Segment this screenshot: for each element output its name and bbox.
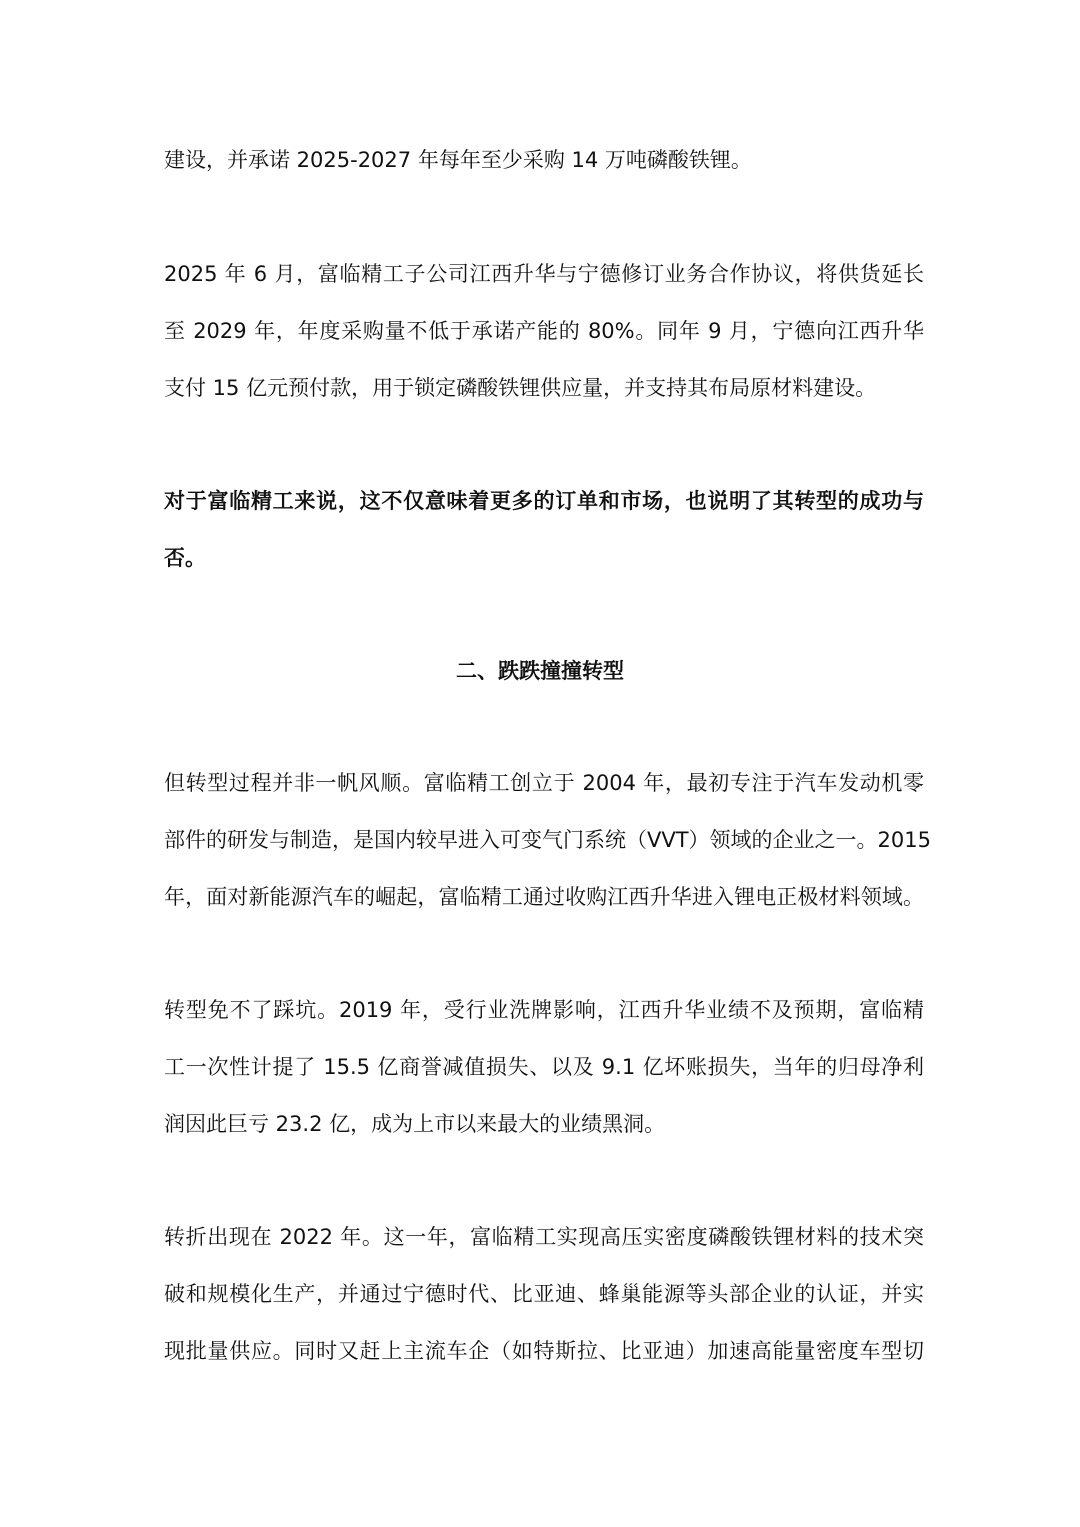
paragraph-4-line-3: 年，面对新能源汽车的崛起，富临精工通过收购江西升华进入锂电正极材料领域。: [164, 885, 924, 909]
section-heading: 二、跌跌撞撞转型: [456, 659, 624, 683]
paragraph-2-line-1: 2025 年 6 月，富临精工子公司江西升华与宁德修订业务合作协议，将供货延长: [164, 262, 924, 286]
paragraph-5-line-3: 润因此巨亏 23.2 亿，成为上市以来最大的业绩黑洞。: [164, 1112, 666, 1136]
paragraph-3-line-2: 否。: [164, 546, 206, 570]
paragraph-5-line-2: 工一次性计提了 15.5 亿商誉减值损失、以及 9.1 亿坏账损失，当年的归母净利: [164, 1055, 924, 1079]
paragraph-6-line-2: 破和规模化生产，并通过宁德时代、比亚迪、蜂巢能源等头部企业的认证，并实: [164, 1282, 924, 1306]
paragraph-6-line-1: 转折出现在 2022 年。这一年，富临精工实现高压实密度磷酸铁锂材料的技术突: [164, 1225, 924, 1249]
paragraph-5-line-1: 转型免不了踩坑。2019 年，受行业洗牌影响，江西升华业绩不及预期，富临精: [164, 998, 924, 1022]
paragraph-1-line-1: 建设，并承诺 2025-2027 年每年至少采购 14 万吨磷酸铁锂。: [164, 148, 752, 172]
paragraph-2-line-3: 支付 15 亿元预付款，用于锁定磷酸铁锂供应量，并支持其布局原材料建设。: [164, 376, 877, 400]
paragraph-6-line-3: 现批量供应。同时又赶上主流车企（如特斯拉、比亚迪）加速高能量密度车型切: [164, 1339, 924, 1363]
paragraph-2-line-2: 至 2029 年，年度采购量不低于承诺产能的 80%。同年 9 月，宁德向江西升华: [164, 319, 924, 343]
paragraph-3-line-1: 对于富临精工来说，这不仅意味着更多的订单和市场，也说明了其转型的成功与: [164, 489, 924, 513]
paragraph-4-line-1: 但转型过程并非一帆风顺。富临精工创立于 2004 年，最初专注于汽车发动机零: [164, 771, 924, 795]
paragraph-4-line-2: 部件的研发与制造，是国内较早进入可变气门系统（VVT）领域的企业之一。2015: [164, 828, 931, 852]
